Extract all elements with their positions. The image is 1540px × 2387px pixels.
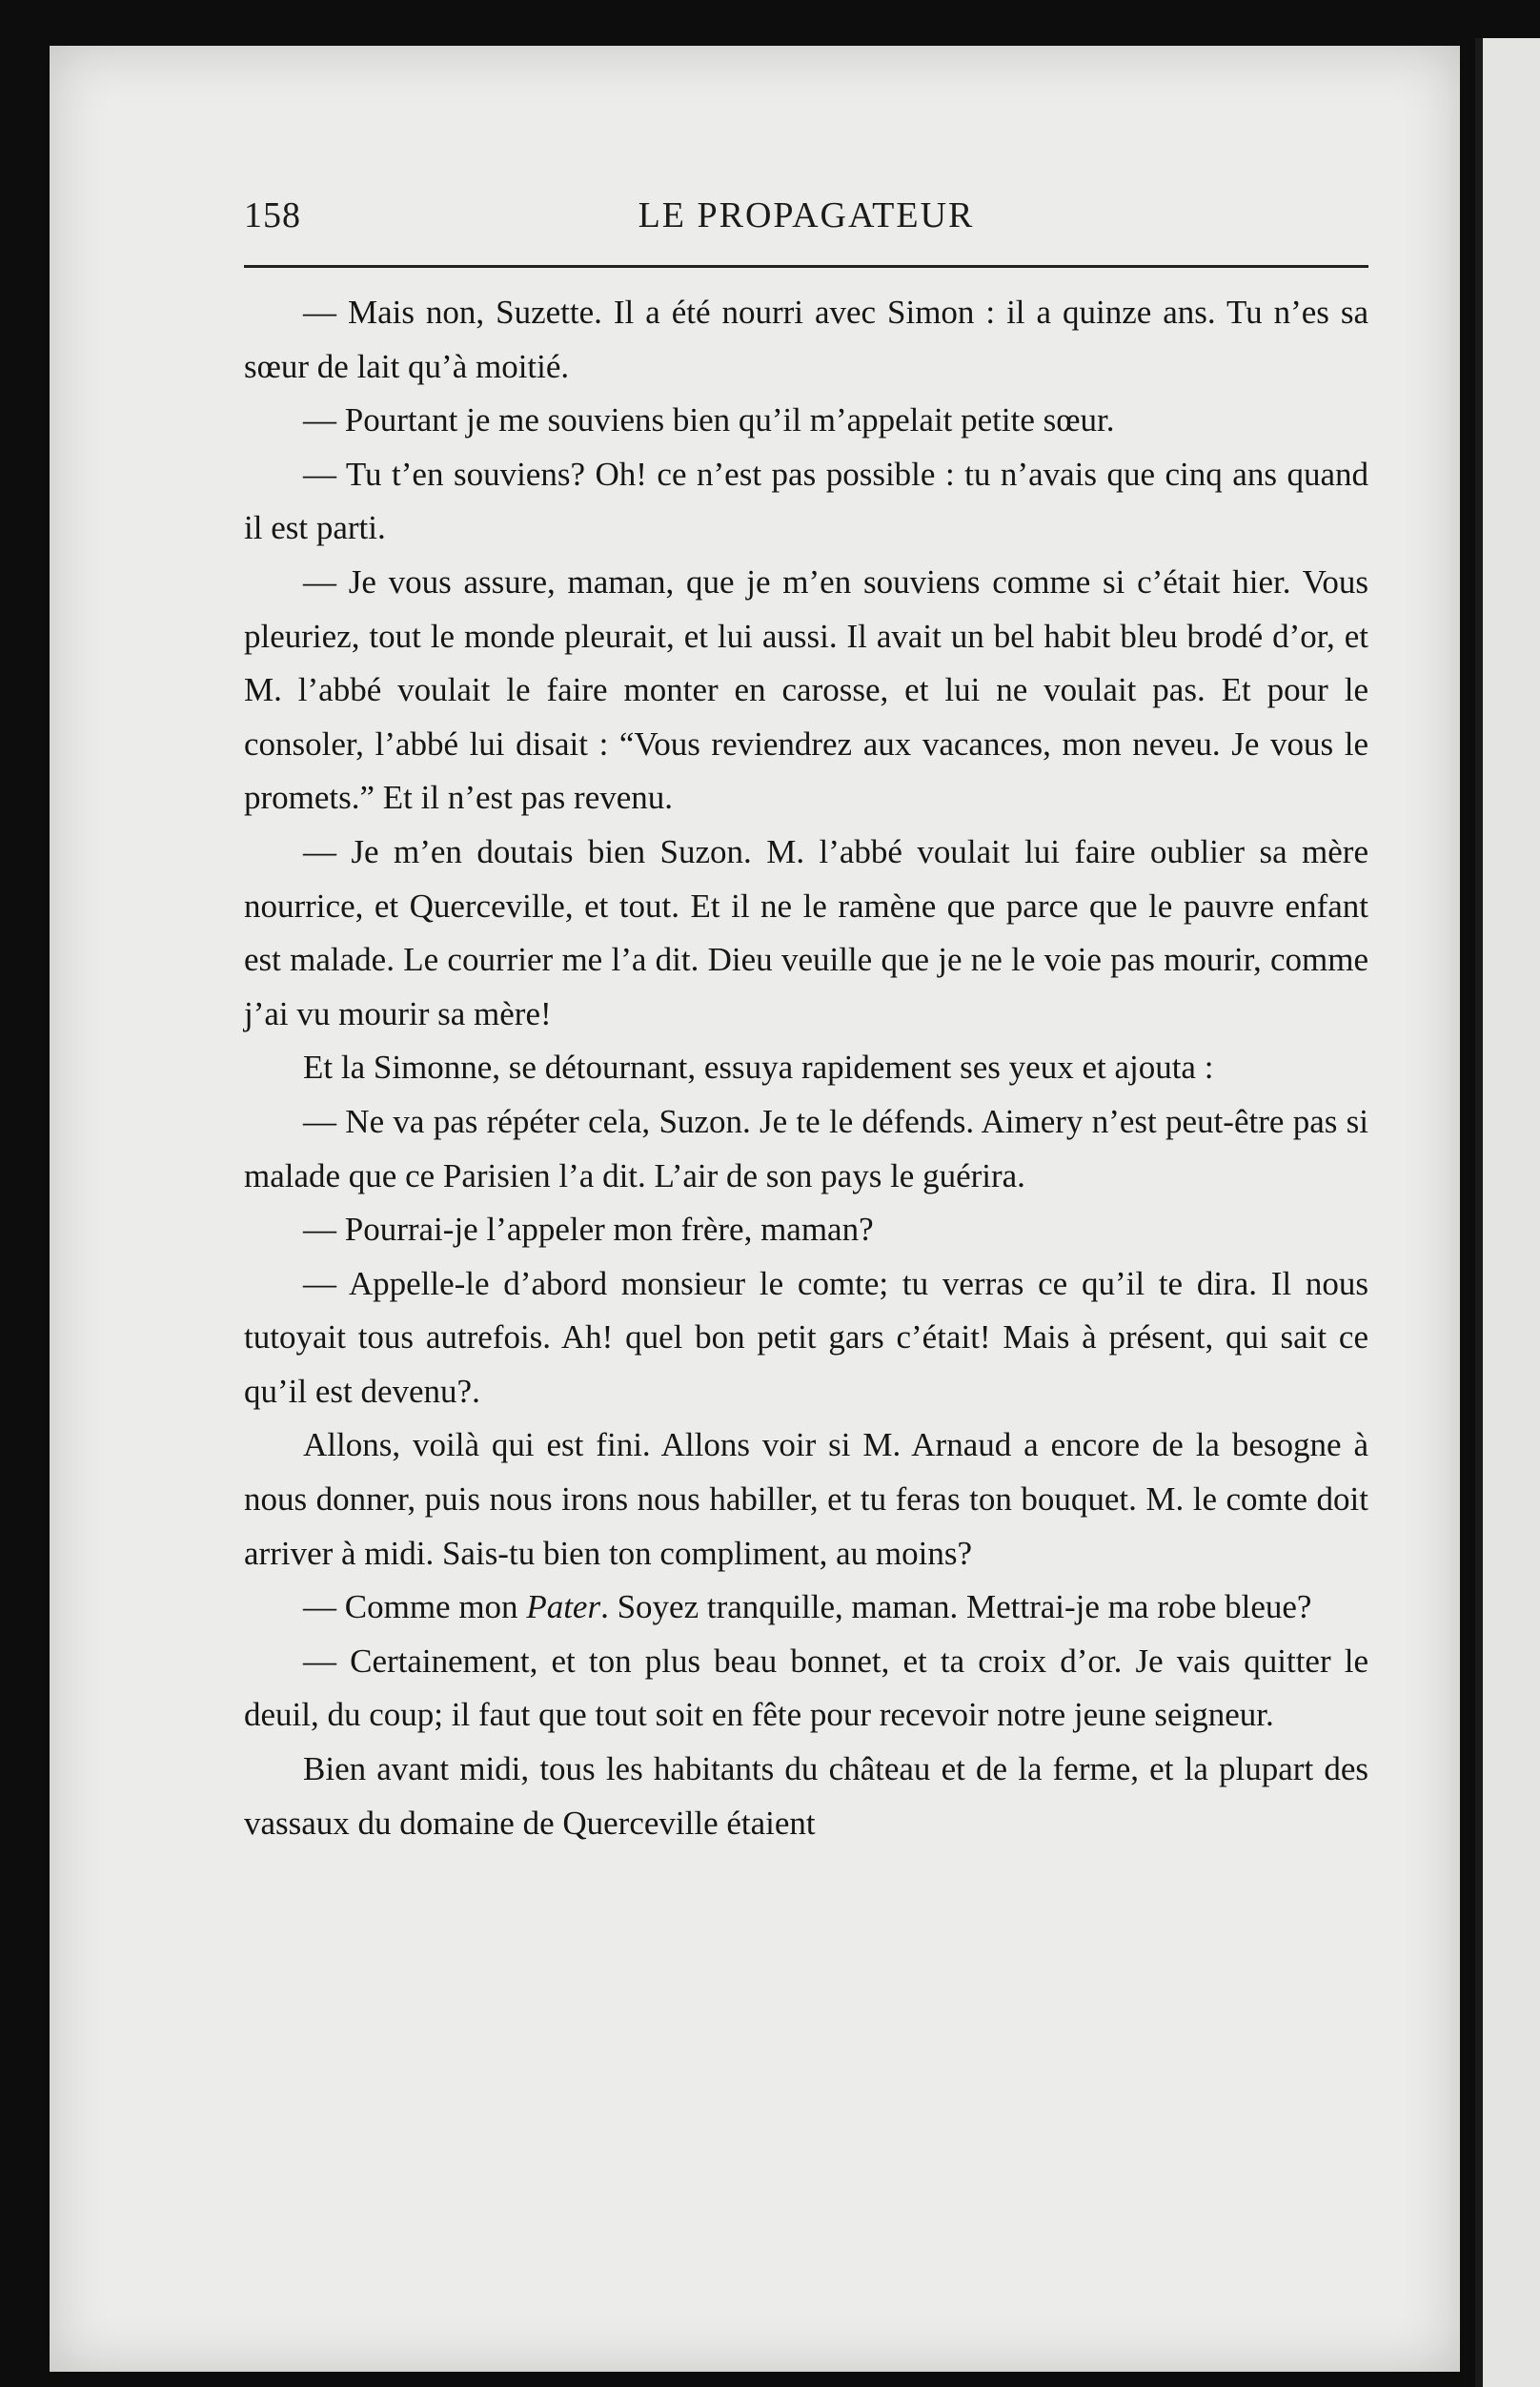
page-header bbox=[244, 191, 1368, 248]
paragraph-with-italic bbox=[244, 1581, 1368, 1635]
header-rule bbox=[244, 265, 1368, 268]
paragraph: — Pourtant je me souviens bien qu’il m’appelait petite sœur. bbox=[303, 401, 1115, 439]
paragraph: — Certainement, et ton plus beau bonnet, et ta croix d’or. Je vais quitter le deuil, du coup; il faut que tout soit en fête pour recevoir notre jeune seigneur. bbox=[244, 1642, 1368, 1734]
text-run: . Soyez tranquille, maman. Mettrai-je ma robe bleue? bbox=[600, 1588, 1312, 1626]
paragraph: Bien avant midi, tous les habitants du château et de la ferme, et la plupart des vassaux du domaine de Querceville étaient bbox=[244, 1750, 1368, 1842]
running-title: LE PROPAGATEUR bbox=[638, 195, 975, 235]
paragraph: — Tu t’en souviens? Oh! ce n’est pas possible : tu n’avais que cinq ans quand il est parti. bbox=[244, 455, 1368, 547]
facing-page-edge bbox=[1475, 38, 1540, 2387]
page-number: 158 bbox=[244, 195, 301, 235]
gutter-shadow bbox=[1475, 38, 1483, 2387]
paragraph: — Ne va pas répéter cela, Suzon. Je te le défends. Aimery n’est peut-être pas si malade que ce Parisien l’a dit. L’air de son pays le guérira. bbox=[244, 1102, 1368, 1194]
paragraph: — Je m’en doutais bien Suzon. M. l’abbé voulait lui faire oublier sa mère nourrice, et Querceville, et tout. Et il ne le ramène que parce que le pauvre enfant est malade. Le courrier me l’a dit. Dieu veuille que je ne le voie pas mourir, comme j’ai vu mourir sa mère! bbox=[244, 832, 1368, 1032]
paragraph: Allons, voilà qui est fini. Allons voir si M. Arnaud a encore de la besogne à nous donner, puis nous irons nous habiller, et tu feras ton bouquet. M. le comte doit arriver à midi. Sais-tu bien ton compliment, au moins? bbox=[244, 1426, 1368, 1572]
text-run: — Comme mon bbox=[303, 1588, 518, 1626]
paragraph: Et la Simonne, se détournant, essuya rapidement ses yeux et ajouta : bbox=[303, 1049, 1214, 1087]
paragraph: — Mais non, Suzette. Il a été nourri avec Simon : il a quinze ans. Tu n’es sa sœur de lait qu’à moitié. bbox=[244, 294, 1368, 385]
italic-word: Pater bbox=[526, 1588, 601, 1626]
body-text bbox=[244, 286, 1368, 1850]
paragraph: — Appelle-le d’abord monsieur le comte; tu verras ce qu’il te dira. Il nous tutoyait tous autrefois. Ah! quel bon petit gars c’était! Mais à présent, qui sait ce qu’il est devenu?. bbox=[244, 1264, 1368, 1410]
paragraph: — Pourrai-je l’appeler mon frère, maman? bbox=[303, 1211, 874, 1249]
paragraph: — Je vous assure, maman, que je m’en souviens comme si c’était hier. Vous pleuriez, tout le monde pleurait, et lui aussi. Il avait un bel habit bleu brodé d’or, et M. l’abbé voulait le faire monter en carosse, et lui ne voulait pas. Et pour le consoler, l’abbé lui disait : “Vous reviendrez aux vacances, mon neveu. Je vous le promets.” Et il n’est pas revenu. bbox=[244, 562, 1368, 817]
